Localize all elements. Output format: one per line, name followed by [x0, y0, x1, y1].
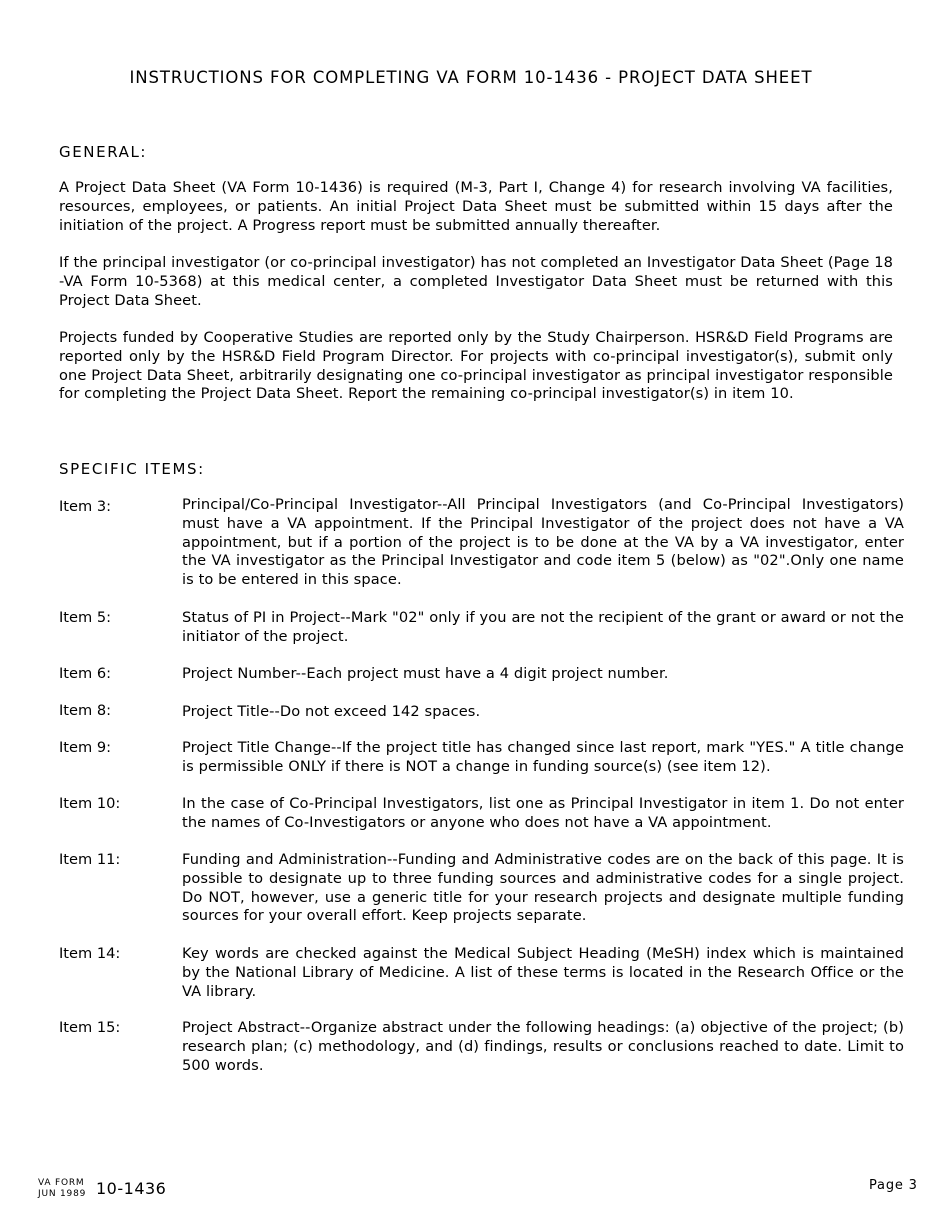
form-label: VA FORM: [38, 1178, 85, 1188]
general-paragraph-3: Projects funded by Cooperative Studies are reported only by the Study Chairperson. HSR&D Field Programs are reported only by the HSR&D Field Program Director. For projects with co-principal investigator(s), submit only one Project Data Sheet, arbitrarily designating one co-principal investigator as principal investigator responsible for completing the Project Data Sheet. Report the remaining co-principal investigator(s) in item 10.: [59, 329, 893, 403]
item-15-label: Item 15:: [59, 1019, 121, 1036]
item-15-text: Project Abstract--Organize abstract under the following headings: (a) objective of the project; (b) research plan; (c) methodology, and (d) findings, results or conclusions reached to date. Limit to 500 words.: [182, 1019, 904, 1074]
item-6-label: Item 6:: [59, 665, 112, 682]
general-paragraph-2: If the principal investigator (or co-principal investigator) has not completed an Investigator Data Sheet (Page 18 -VA Form 10-5368) at this medical center, a completed Investigator Data Sheet must be returned with this Project Data Sheet.: [59, 254, 893, 309]
general-paragraph-1: A Project Data Sheet (VA Form 10-1436) is required (M-3, Part I, Change 4) for research involving VA facilities, resources, employees, or patients. An initial Project Data Sheet must be submitted within 15 days after the initiation of the project. A Progress report must be submitted annually thereafter.: [59, 179, 893, 234]
item-5-label: Item 5:: [59, 609, 112, 626]
item-3-label: Item 3:: [59, 498, 112, 515]
item-10-text: In the case of Co-Principal Investigators, list one as Principal Investigator in item 1. Do not enter the names of Co-Investigators or anyone who does not have a VA appointment.: [182, 795, 904, 831]
item-8-text: Project Title--Do not exceed 142 spaces.: [182, 703, 481, 720]
item-6-text: Project Number--Each project must have a 4 digit project number.: [182, 665, 669, 682]
item-11-label: Item 11:: [59, 851, 121, 868]
specific-items-heading: SPECIFIC ITEMS:: [59, 460, 205, 478]
item-9-text: Project Title Change--If the project title has changed since last report, mark "YES." A title change is permissible ONLY if there is NOT a change in funding source(s) (see item 12).: [182, 739, 904, 775]
general-heading: GENERAL:: [59, 143, 148, 161]
page-number: Page 3: [869, 1178, 918, 1193]
item-8-label: Item 8:: [59, 702, 112, 719]
item-5-text: Status of PI in Project--Mark "02" only if you are not the recipient of the grant or award or not the initiator of the project.: [182, 609, 904, 645]
item-10-label: Item 10:: [59, 795, 121, 812]
item-14-text: Key words are checked against the Medical Subject Heading (MeSH) index which is maintained by the National Library of Medicine. A list of these terms is located in the Research Office or the VA library.: [182, 945, 904, 1000]
item-3-text: Principal/Co-Principal Investigator--All Principal Investigators (and Co-Principal Investigators) must have a VA appointment. If the Principal Investigator of the project does not have a VA appointment, but if a portion of the project is to be done at the VA by a VA investigator, enter the VA investigator as the Principal Investigator and code item 5 (below) as "02".Only one name is to be entered in this space.: [182, 496, 904, 589]
page-title: INSTRUCTIONS FOR COMPLETING VA FORM 10-1436 - PROJECT DATA SHEET: [129, 68, 813, 87]
form-identifier: [38, 1178, 86, 1200]
item-9-label: Item 9:: [59, 739, 112, 756]
item-11-text: Funding and Administration--Funding and Administrative codes are on the back of this page. It is possible to designate up to three funding sources and administrative codes for a single project. Do NOT, however, use a generic title for your research projects and designate multiple funding sources for your overall effort. Keep projects separate.: [182, 851, 904, 925]
item-14-label: Item 14:: [59, 945, 121, 962]
form-number: 10-1436: [96, 1179, 167, 1198]
form-date: JUN 1989: [38, 1189, 87, 1199]
